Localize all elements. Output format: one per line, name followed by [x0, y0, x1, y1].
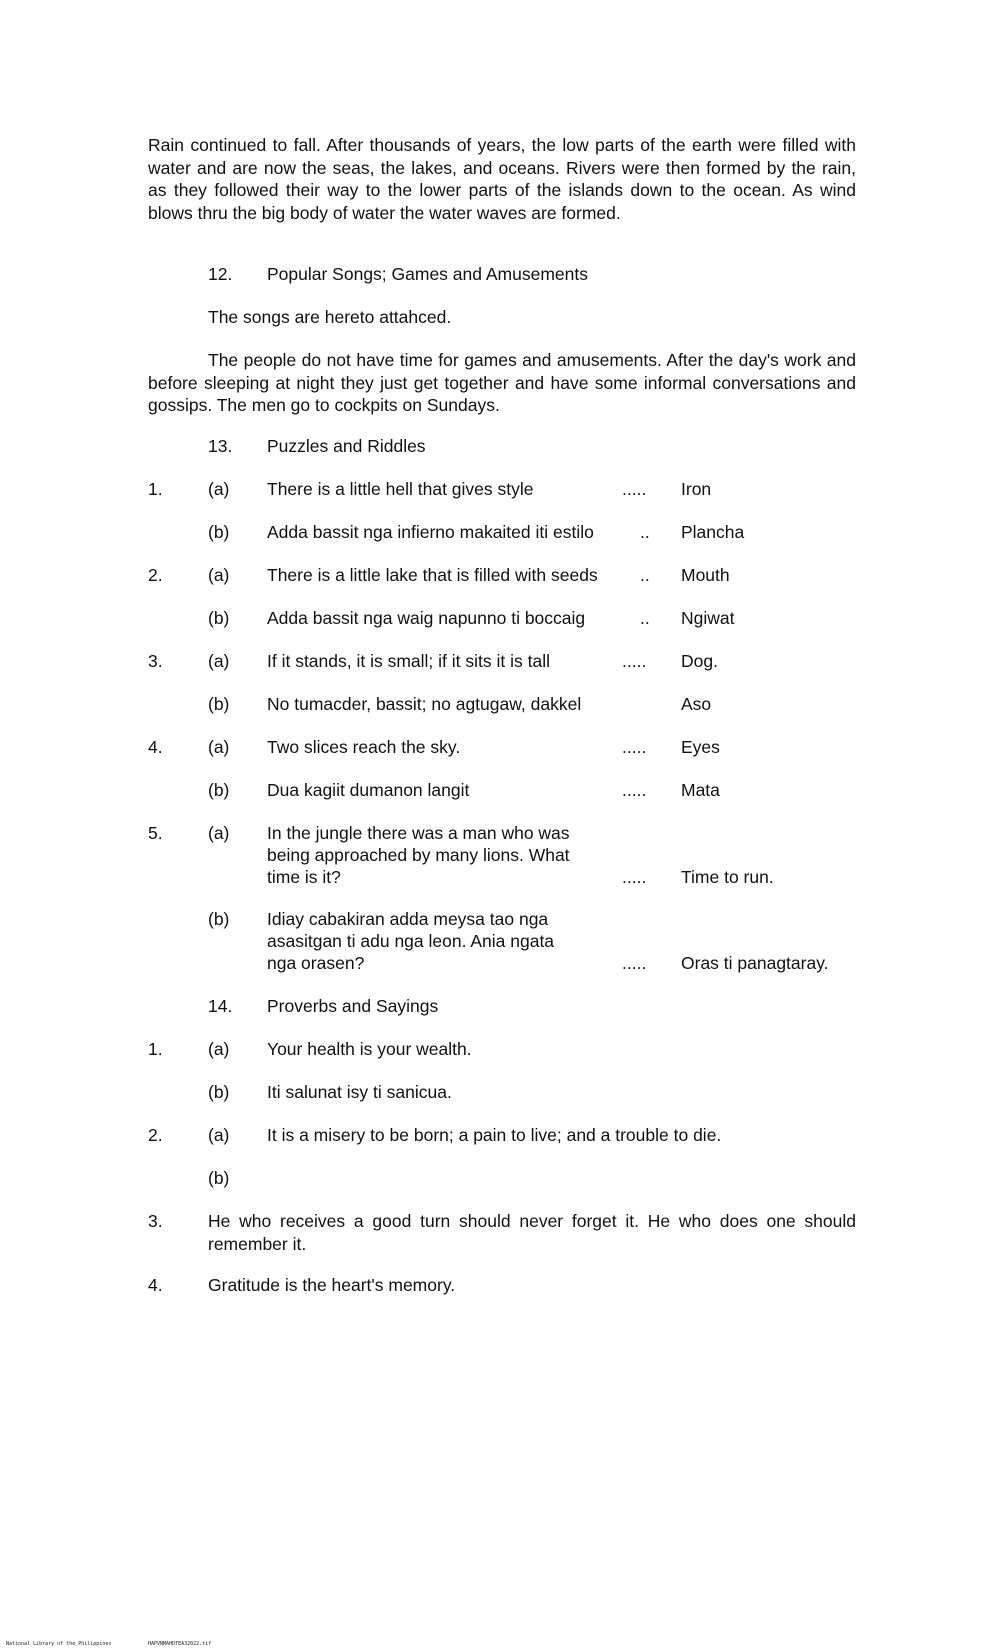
riddle-number: 4. — [148, 737, 163, 757]
riddle-answer-b: Ngiwat — [681, 608, 735, 628]
riddle-label-b: (b) — [208, 608, 230, 628]
proverb-label-a: (a) — [208, 1125, 230, 1145]
riddle-number: 3. — [148, 651, 163, 671]
games-paragraph: The people do not have time for games and amusements. After the day's work and before sleeping at night they just get together and have some informal conversations and gossips. The men go to cockpits on Sundays. — [148, 350, 856, 415]
riddle-number: 2. — [148, 565, 163, 585]
riddle-dots-b: ..... — [622, 780, 647, 800]
riddle-label-a: (a) — [208, 565, 230, 585]
section-12-number: 12. — [208, 264, 233, 284]
riddle-dots-a: .. — [640, 565, 650, 585]
proverb-3-text: He who receives a good turn should never forget it. He who does one should remember it. — [208, 1211, 856, 1254]
riddle-label-a: (a) — [208, 651, 230, 671]
footer-library-label: National Library of the Philippines — [6, 1641, 112, 1647]
riddle-text-b: No tumacder, bassit; no agtugaw, dakkel — [267, 694, 582, 714]
riddle-text-a-line-3: time is it? — [267, 867, 341, 887]
riddle-answer-a: Dog. — [681, 651, 718, 671]
proverb-number: 2. — [148, 1125, 163, 1145]
riddle-label-b: (b) — [208, 780, 230, 800]
riddle-text-a: There is a little lake that is filled with seeds — [267, 565, 598, 585]
riddle-answer-a: Iron — [681, 479, 712, 499]
proverb-4-number: 4. — [148, 1275, 163, 1295]
riddle-label-a: (a) — [208, 823, 230, 843]
riddle-answer-b: Plancha — [681, 522, 745, 542]
riddle-text-b-line-1: Idiay cabakiran adda meysa tao nga — [267, 909, 549, 929]
proverb-label-b: (b) — [208, 1168, 230, 1188]
proverb-number: 1. — [148, 1039, 163, 1059]
riddle-dots-a: ..... — [622, 867, 647, 887]
intro-paragraph: Rain continued to fall. After thousands of years, the low parts of the earth were filled with water and are now the seas, the lakes, and oceans. Rivers were then formed by the rain, as they followed their way to the lower parts of the islands down to the ocean. As wind blows thru the big body of water the water waves are formed. — [148, 135, 856, 223]
riddle-number: 1. — [148, 479, 163, 499]
section-14-title: Proverbs and Sayings — [267, 996, 439, 1016]
proverb-4-text: Gratitude is the heart's memory. — [208, 1275, 456, 1295]
riddle-dots-b: .. — [640, 522, 650, 542]
riddle-text-b-line-2: asasitgan ti adu nga leon. Ania ngata — [267, 931, 555, 951]
proverb-text-a: It is a misery to be born; a pain to live; and a trouble to die. — [267, 1125, 722, 1145]
riddle-answer-b: Mata — [681, 780, 720, 800]
proverb-text-a: Your health is your wealth. — [267, 1039, 472, 1059]
proverb-text-b: Iti salunat isy ti sanicua. — [267, 1082, 452, 1102]
riddle-text-b: Adda bassit nga waig napunno ti boccaig — [267, 608, 586, 628]
riddle-text-b: Dua kagiit dumanon langit — [267, 780, 470, 800]
proverb-3-number: 3. — [148, 1211, 163, 1231]
proverb-label-a: (a) — [208, 1039, 230, 1059]
riddle-dots-b: ..... — [622, 953, 647, 973]
riddle-number: 5. — [148, 823, 163, 843]
riddle-text-a-line-1: In the jungle there was a man who was — [267, 823, 570, 843]
riddle-dots-a: ..... — [622, 737, 647, 757]
riddle-answer-a: Mouth — [681, 565, 730, 585]
riddle-text-a: If it stands, it is small; if it sits it is tall — [267, 651, 550, 671]
riddle-answer-b: Oras ti panagtaray. — [681, 953, 829, 973]
riddle-text-a: Two slices reach the sky. — [267, 737, 461, 757]
riddle-answer-a: Eyes — [681, 737, 720, 757]
riddle-label-b: (b) — [208, 522, 230, 542]
riddle-dots-b: .. — [640, 608, 650, 628]
proverb-label-b: (b) — [208, 1082, 230, 1102]
riddle-answer-b: Aso — [681, 694, 712, 714]
section-13-number: 13. — [208, 436, 233, 456]
riddle-dots-a: ..... — [622, 479, 647, 499]
riddle-label-b: (b) — [208, 694, 230, 714]
riddle-label-a: (a) — [208, 479, 230, 499]
section-12-title: Popular Songs; Games and Amusements — [267, 264, 589, 284]
riddle-answer-a: Time to run. — [681, 867, 774, 887]
riddle-text-b: Adda bassit nga infierno makaited iti estilo — [267, 522, 594, 542]
songs-note: The songs are hereto attahced. — [208, 307, 452, 327]
section-14-number: 14. — [208, 996, 233, 1016]
section-13-title: Puzzles and Riddles — [267, 436, 426, 456]
riddle-dots-a: ..... — [622, 651, 647, 671]
footer-file-label: HAPVNMAHDTEA32022.tif — [148, 1641, 212, 1647]
riddle-label-b: (b) — [208, 909, 230, 929]
riddle-text-a-line-2: being approached by many lions. What — [267, 845, 570, 865]
riddle-text-a: There is a little hell that gives style — [267, 479, 534, 499]
riddle-label-a: (a) — [208, 737, 230, 757]
riddle-text-b-line-3: nga orasen? — [267, 953, 365, 973]
